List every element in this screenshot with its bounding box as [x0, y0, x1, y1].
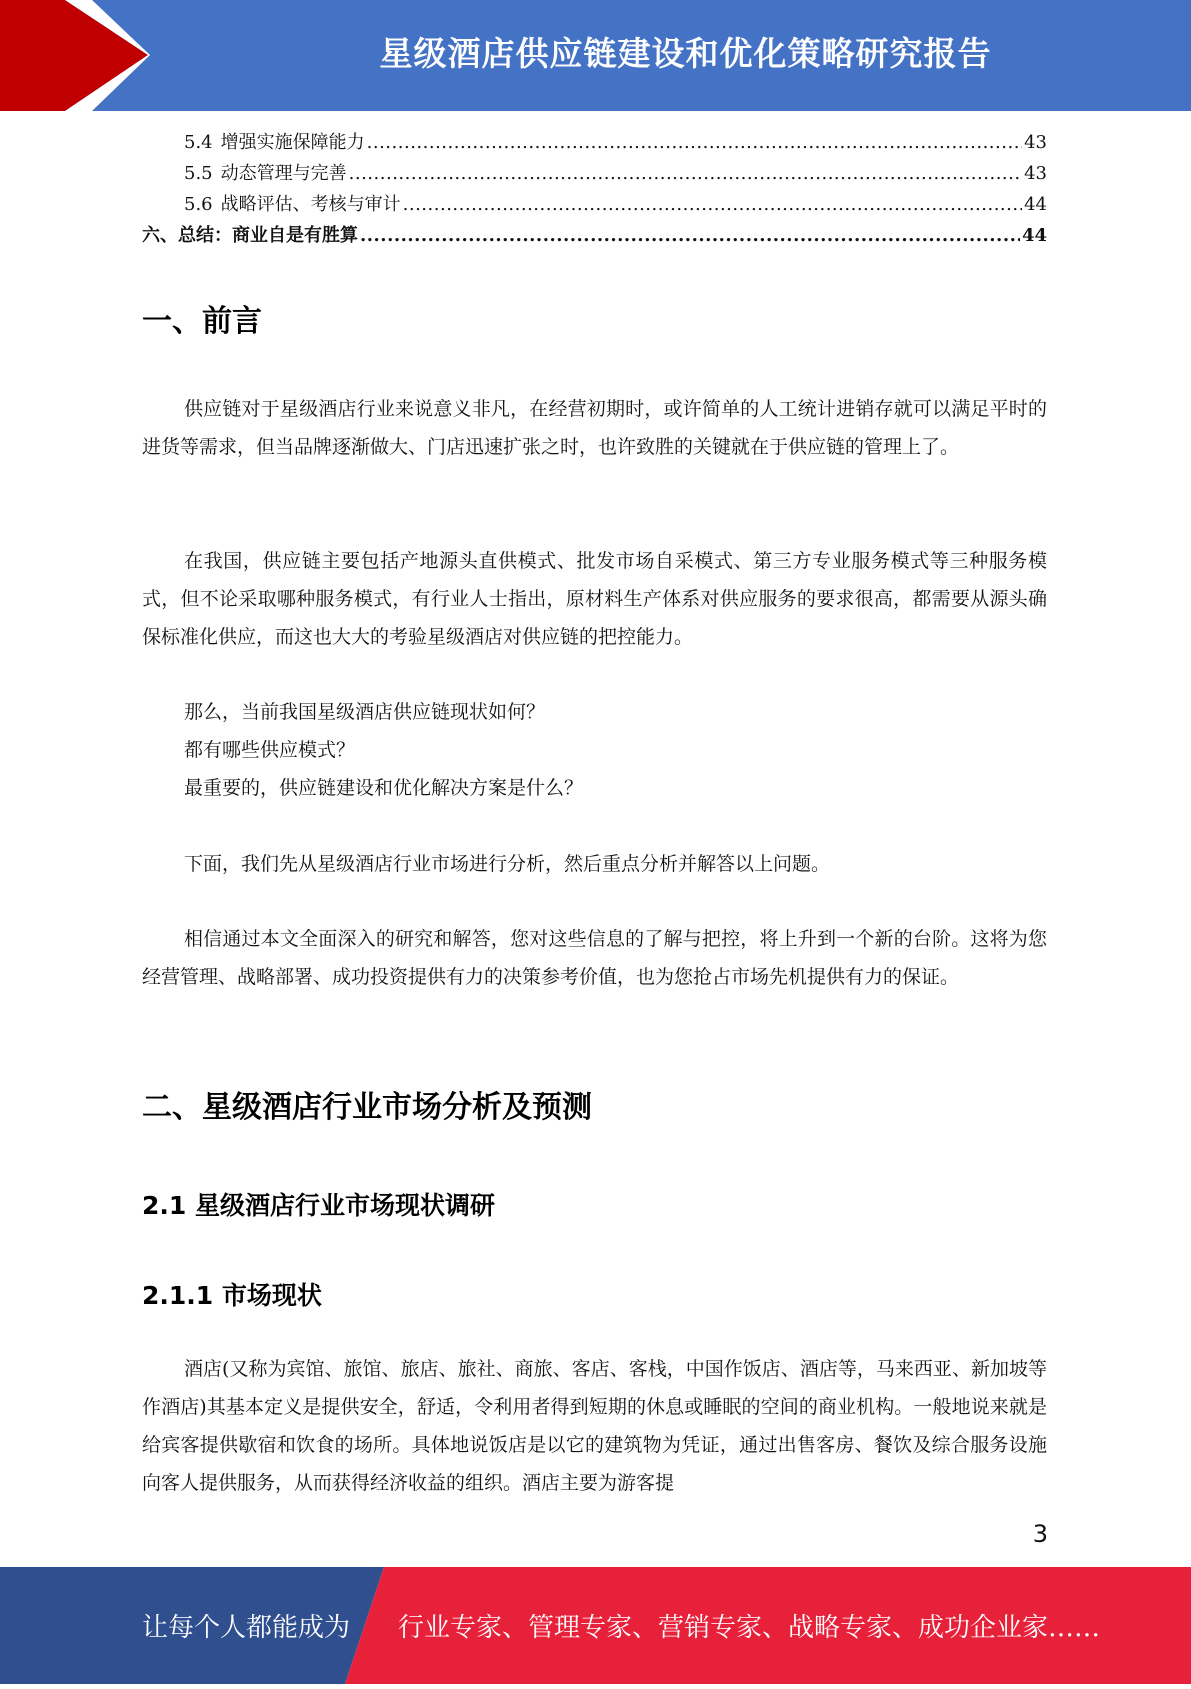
toc-label: 战略评估、考核与审计 [220, 194, 401, 215]
toc-row[interactable] [142, 159, 1047, 190]
paragraph: 相信通过本文全面深入的研究和解答，您对这些信息的了解与把控，将上升到一个新的台阶。这将为您经营管理、战略部署、成功投资提供有力的决策参考价值，也为您抢占市场先机提供有力的保证。 [142, 928, 1047, 988]
paragraph: 供应链对于星级酒店行业来说意义非凡，在经营初期时，或许简单的人工统计进销存就可以满足平时的进货等需求，但当品牌逐渐做大、门店迅速扩张之时，也许致胜的关键就在于供应链的管理上了。 [142, 398, 1047, 458]
toc-leader [349, 163, 1022, 184]
question-line: 都有哪些供应模式？ [184, 739, 356, 761]
toc-leader [360, 225, 1020, 246]
subsubsection-heading: 2.1.1 市场现状 [142, 1281, 322, 1310]
toc-page: 43 [1024, 132, 1047, 153]
paragraph: 在我国，供应链主要包括产地源头直供模式、批发市场自采模式、第三方专业服务模式等三种服务模式，但不论采取哪种服务模式，有行业人士指出，原材料生产体系对供应服务的要求很高，都需要从源头确保标准化供应，而这也大大的考验星级酒店对供应链的把控能力。 [142, 550, 1047, 648]
toc-label: 动态管理与完善 [220, 163, 347, 184]
table-of-contents [142, 128, 1047, 252]
toc-number: 5.6 [184, 194, 213, 215]
footer-slogan-right: 行业专家、管理专家、营销专家、战略专家、成功企业家…… [398, 1613, 1101, 1643]
page-header [0, 0, 1191, 111]
question-line: 那么，当前我国星级酒店供应链现状如何？ [184, 701, 546, 723]
toc-number: 5.5 [184, 163, 213, 184]
header-arrow-graphic [0, 0, 200, 111]
page-number: 3 [1032, 1520, 1048, 1548]
toc-label: 六、总结：商业自是有胜算 [142, 225, 358, 246]
section-heading: 二、星级酒店行业市场分析及预测 [142, 1090, 592, 1125]
page-footer [0, 1567, 1191, 1684]
subsection-heading: 2.1 星级酒店行业市场现状调研 [142, 1191, 495, 1220]
toc-leader [403, 194, 1022, 215]
toc-row[interactable] [142, 221, 1047, 252]
footer-slogan-left: 让每个人都能成为 [142, 1613, 351, 1643]
toc-page: 44 [1024, 194, 1047, 215]
question-line: 最重要的，供应链建设和优化解决方案是什么？ [184, 777, 584, 799]
report-title: 星级酒店供应链建设和优化策略研究报告 [379, 34, 992, 73]
toc-page: 44 [1021, 225, 1047, 246]
toc-page: 43 [1024, 163, 1047, 184]
toc-number: 5.4 [184, 132, 213, 153]
toc-row[interactable] [142, 190, 1047, 221]
paragraph: 酒店(又称为宾馆、旅馆、旅店、旅社、商旅、客店、客栈，中国作饭店、酒店等，马来西亚、新加坡等作酒店)其基本定义是提供安全，舒适，令利用者得到短期的休息或睡眠的空间的商业机构。一般地说来就是给宾客提供歇宿和饮食的场所。具体地说饭店是以它的建筑物为凭证，通过出售客房、餐饮及综合服务设施向客人提供服务，从而获得经济收益的组织。酒店主要为游客提 [142, 1358, 1047, 1494]
toc-leader [367, 132, 1022, 153]
toc-row[interactable] [142, 128, 1047, 159]
paragraph: 下面，我们先从星级酒店行业市场进行分析，然后重点分析并解答以上问题。 [184, 853, 831, 875]
section-heading: 一、前言 [142, 304, 262, 339]
toc-label: 增强实施保障能力 [220, 132, 365, 153]
